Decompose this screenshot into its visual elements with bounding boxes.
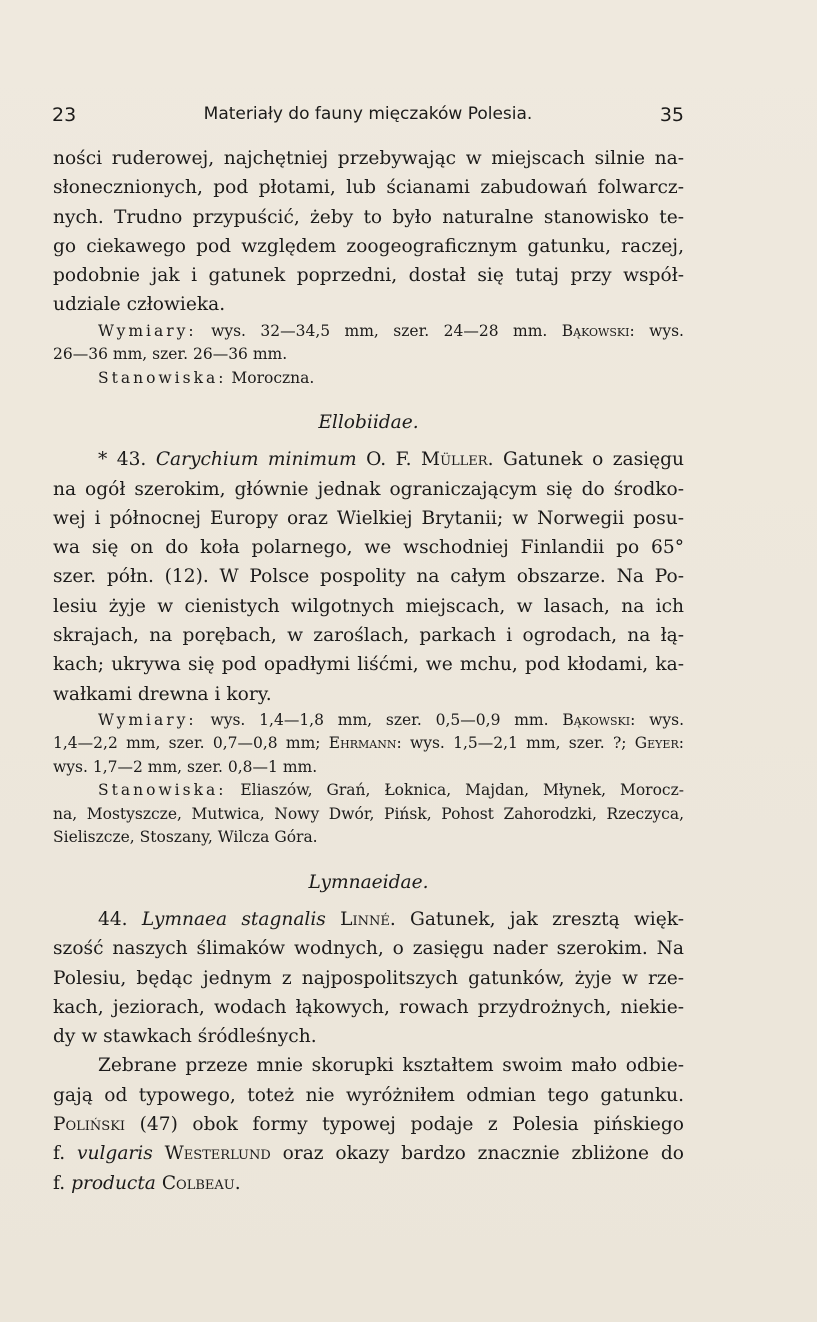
author-name: Ehrmann [328,734,397,753]
species-number: * 43. [98,449,147,471]
text-line: na, Mostyszcze, Mutwica, Nowy Dwór, Pińsk, Pohost Zahorodzki, Rzeczyca, [53,804,684,823]
text-segment: (47) obok formy typowej podaje z Polesia pińskiego [139,1114,685,1136]
measurements-text: : wys. 1,5—2,1 mm, szer. ?; [396,734,627,753]
measurements-block-1 [53,320,684,391]
species-44-paragraph [53,905,684,1051]
localities-text: Moroczna. [231,368,315,387]
form-name: vulgaris [76,1143,153,1165]
text-line: wys. 1,7—2 mm, szer. 0,8—1 mm. [53,757,318,776]
measurements-text: : [678,734,684,753]
family-heading-ellobiidae: Ellobiidae. [318,412,419,434]
measurements-text: wys. 32—34,5 mm, szer. 24—28 mm. [211,321,548,340]
text-line: gają od typowego, toteż nie wyróżniłem odmian tego gatunku. [53,1084,684,1106]
author-name: Westerlund [164,1143,271,1165]
author-name: Bąkowski [561,321,630,340]
form-name: producta [71,1172,156,1194]
text-segment: f. [53,1172,66,1194]
text-segment: Gatunek, jak zresztą więk- [409,908,684,930]
text-line: słonecznionych, pod płotami, lub ścianami zabudowań folwarcz- [53,177,684,199]
text-line: wej i północnej Europy oraz Wielkiej Brytanii; w Norwegii posu- [53,507,684,529]
author-name: Linné. [340,908,396,930]
text-line: nych. Trudno przypuścić, żeby to było naturalne stanowisko te- [53,206,684,228]
text-line: Sieliszcze, Stoszany, Wilcza Góra. [53,828,318,847]
text-line: Polesiu, będąc jednym z najpospolitszych gatunków, żyje w rze- [53,967,684,989]
page-body [53,144,684,1198]
text-line: szość naszych ślimaków wodnych, o zasięgu nader szerokim. Na [53,938,684,960]
paragraph-1 [53,144,684,320]
measurements-text: wys. 1,4—1,8 mm, szer. 0,5—0,9 mm. [210,710,549,729]
localities-label: Stanowiska: [98,368,227,387]
text-line: skrajach, na porębach, w zaroślach, parkach i ogrodach, na łą- [53,625,684,647]
localities-text: Eliaszów, Grań, Łoknica, Majdan, Młynek, Morocz- [240,781,684,800]
measurements-label: Wymiary: [98,321,197,340]
author-name: Geyer [634,734,679,753]
author-name: Bąkowski [562,710,631,729]
text-line: szer. półn. (12). W Polsce pospolity na całym obszarze. Na Po- [53,566,684,588]
localities-label: Stanowiska: [98,781,227,800]
text-segment: f. [53,1143,66,1165]
text-line: wałkami drewna i kory. [53,683,272,705]
author-name: O. F. Müller. [366,449,494,471]
text-line: na ogół szerokim, głównie jednak ograniczającym się do środko- [53,478,684,500]
family-heading-lymnaeidae: Lymnaeidae. [308,871,429,893]
running-header [52,104,684,134]
page-number: 35 [659,104,684,126]
text-line: podobnie jak i gatunek poprzedni, dostał się tutaj przy współ- [53,265,684,287]
measurements-text: : wys. [630,710,684,729]
text-line: go ciekawego pod względem zoogeograficznym gatunku, raczej, [53,235,684,257]
text-line: wa się on do koła polarnego, we wschodniej Finlandii po 65° [53,537,684,559]
text-line: dy w stawkach śródleśnych. [53,1026,317,1048]
measurements-label: Wymiary: [98,710,197,729]
text-segment: oraz okazy bardzo znacznie zbliżone do [282,1143,684,1165]
measurements-text: : wys. [629,321,684,340]
text-line: ności ruderowej, najchętniej przebywając w miejscach silnie na- [53,148,684,169]
text-line: kach; ukrywa się pod opadłymi liśćmi, we mchu, pod kłodami, ka- [53,654,684,676]
text-line: kach, jeziorach, wodach łąkowych, rowach przydrożnych, niekie- [53,996,684,1018]
measurements-block-2 [53,709,684,850]
species-43-paragraph [53,445,684,709]
text-segment: Gatunek o zasięgu [502,449,684,471]
final-paragraph [53,1051,684,1197]
text-line: Zebrane przeze mnie skorupki kształtem swoim mało odbie- [98,1055,684,1077]
header-left-number: 23 [52,104,77,126]
species-number: 44. [98,908,128,930]
author-name: Colbeau. [161,1172,241,1194]
measurements-text: 1,4—2,2 mm, szer. 0,7—0,8 mm; [53,734,321,753]
text-line: udziale człowieka. [53,294,226,316]
author-name: Poliński [53,1114,126,1136]
text-line: 26—36 mm, szer. 26—36 mm. [53,345,288,364]
species-name: Lymnaea stagnalis [141,908,326,930]
species-name: Carychium minimum [155,449,357,471]
header-title: Materiały do fauny mięczaków Polesia. [203,104,533,124]
text-line: lesiu żyje w cienistych wilgotnych miejscach, w lasach, na ich [53,595,684,617]
